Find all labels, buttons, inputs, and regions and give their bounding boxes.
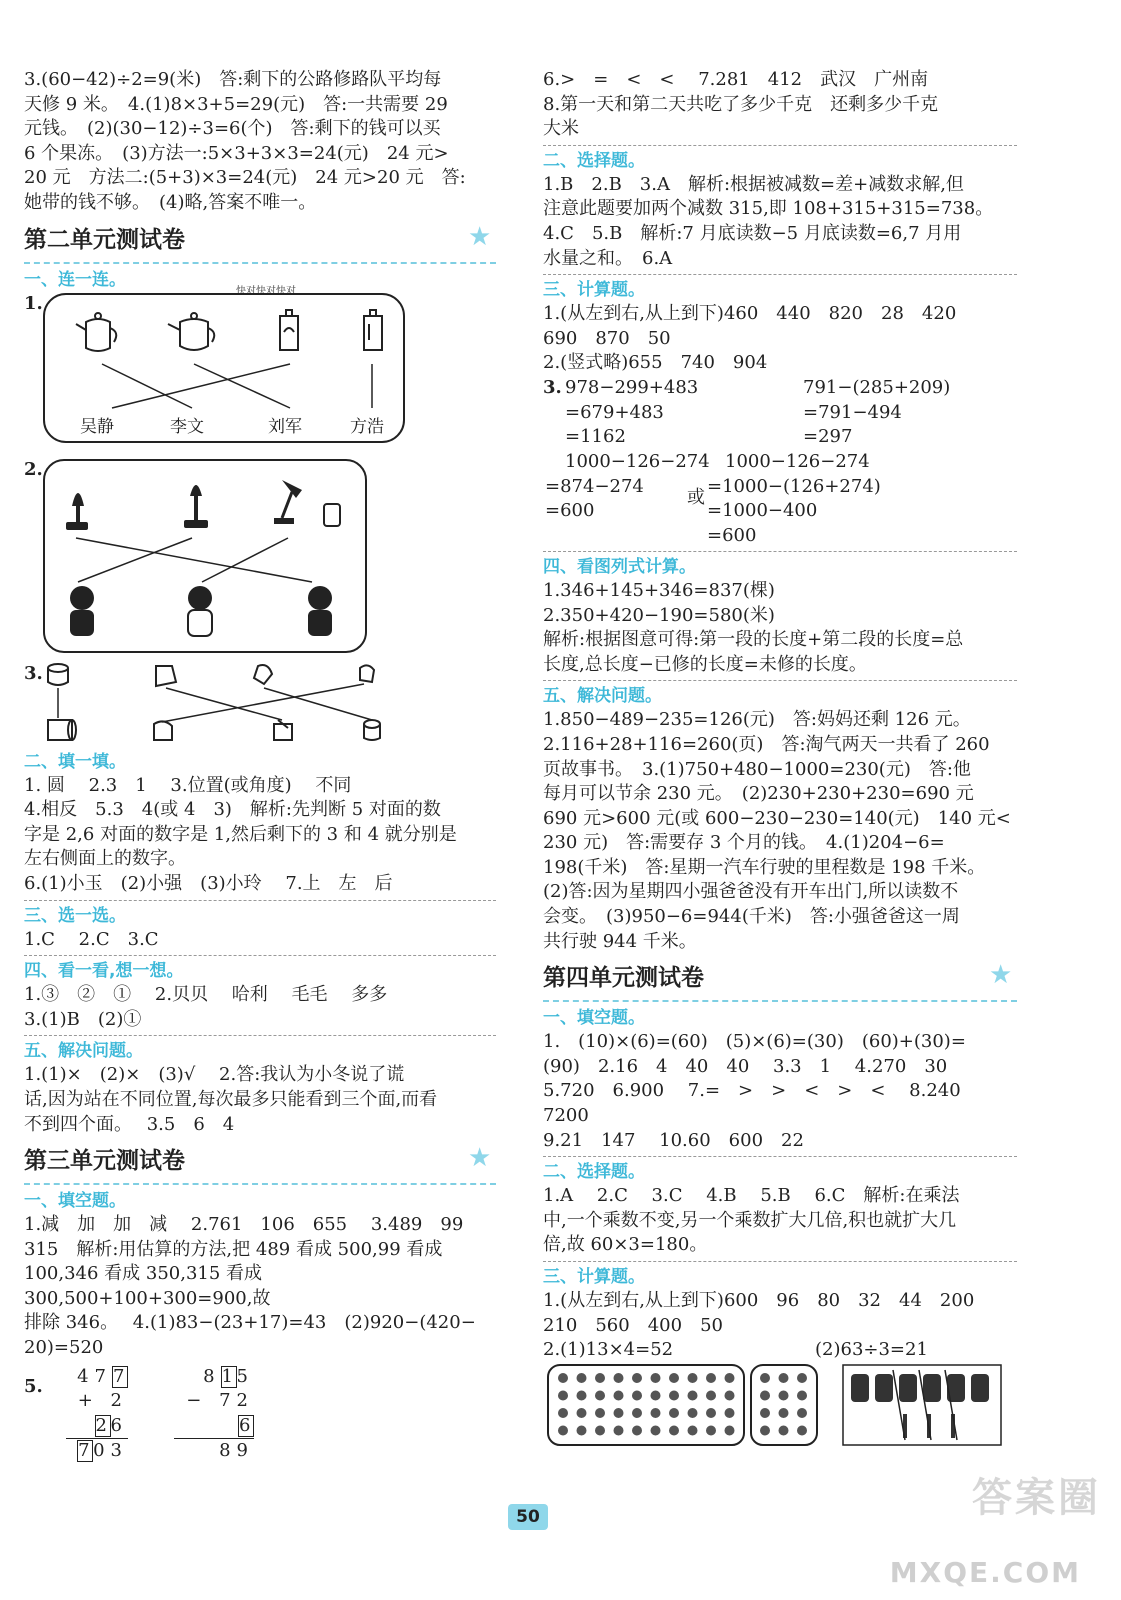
dot <box>669 1408 679 1418</box>
dot <box>651 1408 661 1418</box>
digit: 2 <box>236 1390 254 1412</box>
section-heading: 二、选择题。 <box>543 150 645 171</box>
figure-number: 1. <box>24 292 43 314</box>
dot <box>558 1426 568 1436</box>
answer-line: 1.(从左到右,从上到下)460 440 820 28 420 <box>543 303 957 325</box>
dot <box>669 1426 679 1436</box>
answer-line: 排除 346。 4.(1)83−(23+17)=43 (2)920−(420− <box>24 1312 476 1334</box>
dot <box>706 1391 716 1401</box>
vertical-arithmetic <box>24 1361 496 1462</box>
calc-block-b <box>803 376 950 450</box>
question-number: 3. <box>543 376 562 398</box>
answer-line: 1.③ ② ① 2.贝贝 哈利 毛毛 多多 <box>24 984 388 1006</box>
dot <box>725 1391 735 1401</box>
handwritten-note: 快对快对快对 <box>236 285 296 297</box>
dot <box>669 1391 679 1401</box>
dot <box>688 1391 698 1401</box>
section-heading: 三、计算题。 <box>543 280 645 301</box>
section-heading: 一、填空题。 <box>24 1191 126 1212</box>
dot <box>760 1426 770 1436</box>
dot <box>651 1373 661 1383</box>
dot <box>688 1426 698 1436</box>
dot <box>577 1426 587 1436</box>
dot <box>614 1391 624 1401</box>
answer-line: 1.(1)× (2)× (3)√ 2.答:我认为小冬说了谎 <box>24 1064 405 1086</box>
answer-line: 690 元>600 元(或 600−230−230=140(元) 140 元< <box>543 807 1011 829</box>
divider <box>543 1261 1017 1262</box>
dot <box>797 1408 807 1418</box>
section-heading: 二、选择题。 <box>543 1162 645 1183</box>
teapot-icon <box>76 310 382 351</box>
answer-line: 左右侧面上的数字。 <box>24 848 186 870</box>
calc-step: 1000−126−274 <box>725 450 870 472</box>
answer-line: 230 元) 答:需要存 3 个月的钱。 4.(1)204−6= <box>543 832 945 854</box>
divider <box>24 955 496 956</box>
answer-line: 倍,故 60×3=180。 <box>543 1234 708 1256</box>
unit4-title <box>543 956 1017 1002</box>
section-heading: 二、填一填。 <box>24 751 126 772</box>
calc-step: =1162 <box>565 426 626 448</box>
dot <box>706 1408 716 1418</box>
divider <box>24 900 496 901</box>
dot <box>595 1373 605 1383</box>
answer-line: 20 元 方法二:(5+3)×3=24(元) 24 元>20 元 答: <box>24 167 466 189</box>
left-column <box>24 68 496 1462</box>
dot <box>797 1373 807 1383</box>
answer-line: 1.346+145+346=837(棵) 2.350+420−190=580(米) <box>543 579 793 626</box>
answer-line: 1. 圆 2.3 1 3.位置(或角度) 不同 <box>24 774 352 796</box>
unit-title-text: 第三单元测试卷 <box>24 1148 185 1175</box>
unit3-title <box>24 1139 496 1185</box>
dot <box>558 1408 568 1418</box>
subtraction-problem <box>174 1365 257 1464</box>
divider <box>543 274 1017 275</box>
dot <box>760 1408 770 1418</box>
answer-box: 6 <box>239 1414 257 1436</box>
dot <box>577 1391 587 1401</box>
answer-line: 210 560 400 50 <box>543 1314 723 1336</box>
calc-block-d <box>707 450 881 548</box>
child-name: 方浩 <box>350 416 384 437</box>
dot <box>760 1391 770 1401</box>
child-icon <box>70 586 332 636</box>
calc-block-c <box>545 450 710 524</box>
section-heading: 一、填空题。 <box>543 1008 645 1029</box>
answer-line: 3.(60−42)÷2=9(米) 答:剩下的公路修路队平均每 <box>24 69 442 90</box>
answer-line: 2.116+28+116=260(页) 答:淘气两天一共看了 260 <box>543 733 990 755</box>
answer-line: 3.(1)B (2)① <box>24 1008 142 1030</box>
matching-figure-1 <box>24 285 496 448</box>
or-label: 或 <box>687 486 705 508</box>
answer-line: 6 个果冻。 (3)方法一:5×3+3×3=24(元) 24 元> <box>24 142 449 164</box>
answer-line: (2)63÷3=21 <box>815 1339 928 1361</box>
dot <box>632 1373 642 1383</box>
answer-line: 话,因为站在不同位置,每次最多只能看到三个面,而看 <box>24 1088 438 1110</box>
teapot-matching-diagram <box>42 292 422 448</box>
dot-group <box>558 1373 807 1436</box>
answer-line: 每月可以节余 230 元。 (2)230+230+230=690 元 <box>543 783 974 805</box>
dot <box>632 1426 642 1436</box>
divider <box>543 551 1017 552</box>
answer-line: 8.第一天和第二天共吃了多少千克 还剩多少千克 <box>543 93 939 115</box>
dot <box>651 1426 661 1436</box>
divider <box>543 145 1017 146</box>
calc-step: 1000−126−274 <box>565 450 710 472</box>
watermark-logo: 答案圈 <box>972 1475 1101 1521</box>
dot <box>725 1426 735 1436</box>
multiplication-figure <box>543 1338 1017 1448</box>
dot <box>595 1408 605 1418</box>
digit: 7 <box>94 1365 112 1387</box>
answer-line: 共行驶 944 千米。 <box>543 930 697 952</box>
child-name: 李文 <box>170 416 204 437</box>
calc-block-a <box>565 376 698 450</box>
digit: 8 <box>219 1440 237 1462</box>
calc-step: 791−(285+209) <box>803 376 951 398</box>
child-name: 吴静 <box>80 416 114 437</box>
matching-figure-3 <box>24 662 496 748</box>
answer-line: 长度,总长度−已修的长度=未修的长度。 <box>543 653 867 675</box>
watermark-url: MXQE.COM <box>889 1556 1081 1589</box>
dot <box>577 1408 587 1418</box>
dot <box>558 1391 568 1401</box>
section-heading: 四、看一看,想一想。 <box>24 961 184 982</box>
section-heading: 五、解决问题。 <box>543 686 662 707</box>
answer-line: 不到四个面。 3.5 6 4 <box>24 1113 235 1135</box>
dot <box>688 1373 698 1383</box>
star-icon: ★ <box>468 221 492 252</box>
answer-line: 315 解析:用估算的方法,把 489 看成 500,99 看成 <box>24 1238 443 1260</box>
answer-line: 1.850−489−235=126(元) 答:妈妈还剩 126 元。 <box>543 709 971 731</box>
answer-line: 水量之和。 6.A <box>543 247 673 269</box>
dot <box>797 1391 807 1401</box>
dot <box>688 1408 698 1418</box>
step-calculations <box>543 376 1017 548</box>
answer-line: 1. (10)×(6)=(60) (5)×(6)=(30) (60)+(30)= <box>543 1031 966 1053</box>
dot <box>779 1373 789 1383</box>
answer-line: (2)答:因为星期四小强爸爸没有开车出门,所以读数不 <box>543 881 959 903</box>
dot-array-diagram <box>547 1364 1019 1448</box>
stick-bundle-icon <box>851 1374 989 1438</box>
unit-title-text: 第二单元测试卷 <box>24 226 185 253</box>
answer-line: 5.720 6.900 7.= > > < > < 8.240 7200 <box>543 1080 979 1127</box>
shape-matching-diagram <box>42 662 412 748</box>
answer-line: 2.(1)13×4=52 <box>543 1339 674 1361</box>
answer-line: 1.A 2.C 3.C 4.B 5.B 6.C 解析:在乘法 <box>543 1185 960 1207</box>
star-icon: ★ <box>989 960 1013 991</box>
calc-step: =874−274 <box>545 475 644 497</box>
figure-number: 2. <box>24 458 43 480</box>
answer-line: 100,346 看成 350,315 看成 300,500+100+300=900,故 <box>24 1263 271 1309</box>
digit: 7 <box>219 1390 237 1412</box>
dot <box>779 1408 789 1418</box>
question-number: 5. <box>24 1375 43 1397</box>
divider <box>543 1156 1017 1157</box>
answer-line: 4.C 5.B 解析:7 月底读数−5 月底读数=6,7 月用 <box>543 222 962 244</box>
dot <box>760 1373 770 1383</box>
digit: 9 <box>236 1440 254 1462</box>
dot <box>725 1373 735 1383</box>
calc-step: =1000−400 <box>707 500 818 522</box>
calc-step: =600 <box>545 500 595 522</box>
dot <box>614 1373 624 1383</box>
calc-step: =1000−(126+274) <box>707 475 881 497</box>
dot <box>614 1408 624 1418</box>
answer-line: 6.> = < < 7.281 412 武汉 广州南 <box>543 69 929 90</box>
lamp-icon <box>66 480 340 530</box>
calc-step: =791−494 <box>803 401 902 423</box>
lamp-matching-diagram <box>42 458 382 660</box>
digit: 6 <box>110 1414 128 1436</box>
section-heading: 一、连一连。 <box>24 269 126 290</box>
dot <box>632 1391 642 1401</box>
digit: 0 <box>93 1440 111 1462</box>
calc-step: =679+483 <box>565 401 664 423</box>
digit: 5 <box>236 1365 254 1387</box>
answer-line: 中,一个乘数不变,另一个乘数扩大几倍,积也就扩大几 <box>543 1209 957 1231</box>
dot <box>779 1426 789 1436</box>
right-column <box>543 68 1017 1448</box>
divider <box>543 680 1017 681</box>
matching-lines <box>76 538 312 582</box>
intro-answers <box>24 68 496 216</box>
answer-line: 1.B 2.B 3.A 解析:根据被减数=差+减数求解,但 <box>543 173 964 195</box>
answer-line: 大米 <box>543 118 579 140</box>
calc-step: =297 <box>803 426 853 448</box>
dot <box>595 1426 605 1436</box>
figure-number: 3. <box>24 662 43 684</box>
answer-line: 1.C 2.C 3.C <box>24 928 159 950</box>
answer-line: 9.21 147 10.60 600 22 <box>543 1129 804 1151</box>
dot <box>595 1391 605 1401</box>
answer-line: 4.相反 5.3 4(或 4 3) 解析:先判断 5 对面的数 <box>24 799 441 821</box>
dot <box>558 1373 568 1383</box>
section-heading: 三、选一选。 <box>24 905 126 926</box>
dot <box>725 1408 735 1418</box>
answer-line: 1.(从左到右,从上到下)600 96 80 32 44 200 <box>543 1290 975 1311</box>
answer-line: 690 870 50 <box>543 327 671 349</box>
answer-box: 7 <box>113 1365 131 1387</box>
answer-line: 注意此题要加两个减数 315,即 108+315+315=738。 <box>543 198 994 220</box>
answer-line: (90) 2.16 4 40 40 3.3 1 4.270 30 <box>543 1055 948 1077</box>
calc-step: 978−299+483 <box>565 376 699 398</box>
answer-line: 1.减 加 加 减 2.761 106 655 3.489 99 <box>24 1214 464 1236</box>
operator: + <box>77 1390 99 1412</box>
unit2-title <box>24 218 496 264</box>
star-icon: ★ <box>468 1143 492 1174</box>
unit-title-text: 第四单元测试卷 <box>543 965 704 992</box>
answer-box: 7 <box>78 1440 96 1462</box>
answer-line: 6.(1)小玉 (2)小强 (3)小玲 7.上 左 后 <box>24 872 393 894</box>
dot <box>614 1426 624 1436</box>
calc-step: =600 <box>707 524 757 546</box>
page-number: 50 <box>508 1504 548 1530</box>
dot <box>632 1408 642 1418</box>
child-name: 刘军 <box>268 416 302 437</box>
answer-line: 元钱。 (2)(30−12)÷3=6(个) 答:剩下的钱可以买 <box>24 118 441 140</box>
matching-lines <box>58 684 372 722</box>
answer-line: 2.(竖式略)655 740 904 <box>543 352 768 374</box>
section-heading: 三、计算题。 <box>543 1267 645 1287</box>
dot <box>797 1426 807 1436</box>
digit: 3 <box>110 1440 128 1462</box>
answer-line: 她带的钱不够。 (4)略,答案不唯一。 <box>24 191 317 213</box>
answer-line: 字是 2,6 对面的数字是 1,然后剩下的 3 和 4 就分别是 <box>24 823 457 845</box>
dot <box>651 1391 661 1401</box>
section-heading: 四、看图列式计算。 <box>543 556 696 577</box>
answer-box: 1 <box>221 1365 239 1387</box>
digit: 4 <box>77 1365 95 1387</box>
dot <box>577 1373 587 1383</box>
answer-line: 会变。 (3)950−6=944(千米) 答:小强爸爸这一周 <box>543 906 960 928</box>
dot <box>669 1373 679 1383</box>
dot <box>706 1426 716 1436</box>
answer-line: 天修 9 米。 4.(1)8×3+5=29(元) 答:一共需要 29 <box>24 93 448 115</box>
addition-problem <box>66 1365 131 1464</box>
digit: 8 <box>203 1365 221 1387</box>
operator: − <box>186 1390 208 1412</box>
answer-line: 198(千米) 答:星期一汽车行驶的里程数是 198 千米。 <box>543 856 986 878</box>
matching-figure-2 <box>24 458 496 660</box>
answer-line: 页故事书。 3.(1)750+480−1000=230(元) 答:他 <box>543 758 971 780</box>
answer-line: 20)=520 <box>24 1337 104 1359</box>
divider <box>24 1035 496 1036</box>
digit: 2 <box>110 1390 128 1412</box>
dot <box>706 1373 716 1383</box>
answer-line: 解析:根据图意可得:第一段的长度+第二段的长度=总 <box>543 629 964 651</box>
matching-lines <box>102 364 372 408</box>
answer-box: 2 <box>95 1414 113 1436</box>
section-heading: 五、解决问题。 <box>24 1041 143 1062</box>
dot <box>779 1391 789 1401</box>
